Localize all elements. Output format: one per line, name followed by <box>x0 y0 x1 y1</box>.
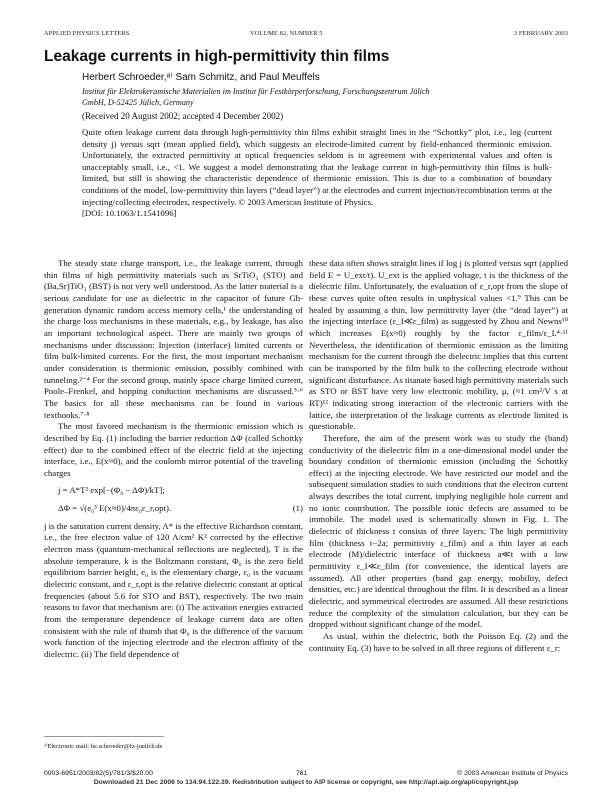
paragraph: Therefore, the aim of the present work was to study the (band) conductivity of the dielectric film in a one-dimensional model under the boundary condition of thermionic emission (including the Schottky effect) at the injecting electrode. We have restricted our model and the subsequent simulation studies to such conditions that the electron current always describes the total current, implying negligible hole current and no ionic contribution. The possible ionic defects are assumed to be immobile. The model used is schematically shown in Fig. 1. The dielectric of thickness t consists of three layers: The high permittivity film (thickness t−2a; permittivity ε_film) and a thin layer at each electrode (M)/dielectric interface of thickness a≪t with a low permittivity ε_I≪ε_film (for convenience, the identical layers are assumed). All other properties (band gap energy, mobility, defect densities, etc.) are identical throughout the film. It is described as a linear dielectric, and symmetrical electrodes are assumed. All these restrictions reduce the complexity of the simulation calculation, but they can be dropped without significant change of the model. <box>309 432 568 630</box>
affiliation-line1: Institut für Elektrokeramische Materialien im Institut für Festkörperforschung, Forschungszentrum Jülich <box>82 87 430 96</box>
affiliation <box>82 86 552 108</box>
equation-1 <box>58 485 303 514</box>
equation-line: ΔΦ = √(e₀³ E(x≈0)/4πε₀ε_r,opt). <box>58 503 172 514</box>
authors: Herbert Schroeder,ᵃ⁾ Sam Schmitz, and Paul Meuffels <box>82 72 320 83</box>
page-number: 781 <box>296 770 308 777</box>
footnote-email: ᵃ⁾Electronic mail: he.schroeder@fz-juelich.de <box>44 743 163 750</box>
article-title: Leakage currents in high-permittivity thin films <box>44 48 390 65</box>
journal-name: APPLIED PHYSICS LETTERS <box>44 30 130 37</box>
download-notice[interactable]: Downloaded 21 Dec 2006 to 134.94.122.39. Redistribution subject to AIP license or copyright, see http://apl.aip.org/apl/copyright.jsp <box>93 779 519 786</box>
issue-date: 3 FEBRUARY 2003 <box>513 30 568 37</box>
equation-number: (1) <box>292 503 303 514</box>
paragraph: these data often shows straight lines if log j is plotted versus sqrt (applied field E = U_ext/t). U_ext is the applied voltage, t is the thickness of the dielectric film. Unfortunately, the evaluation of ε_r,opt from the slope of these curves quite often results in unphysical values <1.⁹ This can be healed by assuming a thin, low permittivity layer (the “dead layer”) at the injecting interface (ε_I≪ε_film) as suggested by Zhou and Newns¹⁰ which increases E(x≈0) roughly by the factor ε_film/ε_I.⁴·¹¹ Nevertheless, the identification of thermionic emission as the limiting mechanism for the current through the dielectric implies that this current can be transported by the film bulk to the collecting electrode without significant disturbance. As titanate based high permittivity materials such as STO or BST have very low electronic mobility, μ, (≈1 cm²/V s at RT)¹² indicating strong interaction of the electronic carriers with the lattice, the interpretation of the leakage currents as electrode limited is questionable. <box>309 258 568 432</box>
footer-copyright: © 2003 American Institute of Physics <box>457 770 568 777</box>
footnote-divider <box>44 736 164 737</box>
paragraph: j is the saturation current density, A* is the effective Richardson constant, i.e., the free electron value of 120 A/cm² K² corrected by the effective electron mass (quantum-mechanical reflections are neglected), T is the absolute temperature, k is the Boltzmann constant, Φ₀ is the zero field equilibrium barrier height, e₀ is the elementary charge, ε₀ is the vacuum dielectric constant, and ε_r,opt is the relative dielectric constant at optical frequencies (about 5.6 for STO and BST), respectively. The two main reasons to favor that mechanism are: (i) The activation energies extracted from the temperature dependence of leakage current data are often consistent with the rule of thumb that Φ₀ is the difference of the vacuum work function of the injecting electrode and the electron affinity of the dielectric. (ii) The field dependence of <box>44 520 303 659</box>
paragraph: The most favored mechanism is the thermionic emission which is described by Eq. (1) including the barrier reduction ΔΦ (called Schottky effect) due to the combined effect of the electric field at the injecting interface, i.e., E(x≈0), and the coulomb mirror potential of the traveling charges <box>44 421 303 478</box>
affiliation-line2: GmbH, D-52425 Jülich, Germany <box>82 98 194 107</box>
paragraph: The steady state charge transport, i.e., the leakage current, through thin films of high permittivity materials such as SrTiO₃ (STO) and (Ba,Sr)TiO₃ (BST) is not very well understood. As the latter material is a serious candidate for use as dielectric in the capacitor of future Gb-generation dynamic random access memory cells,¹ the understanding of the charge loss mechanisms in these materials, e.g., by leakage, has also an important technological aspect. There are mainly two groups of mechanisms under discussion: Injection (interface) limited currents or film bulk-limited currents. For the first, the most important mechanism under consideration is thermionic emission, possibly combined with tunneling.²⁻⁴ For the second group, mainly space charge limited current, Poole–Frenkel, and hopping conduction mechanisms are discussed.⁵·⁶ The basics for all these mechanisms can be found in various textbooks.⁷·⁸ <box>44 258 303 420</box>
abstract-text: Quite often leakage current data through high-permittivity thin films exhibit straight lines in the “Schottky” plot, i.e., log (current density j) versus sqrt (mean applied field), which suggests an electrode-limited current by field-enhanced thermionic emission. Unfortunately, the extracted permittivity at optical frequencies seldom is in agreement with experimental values and often is unacceptably small, i.e., <1. We suggest a model demonstrating that the leakage current in high-permittivity thin films is bulk-limited, but still is showing the characteristic dependence of thermionic emission. This is due to a combination of boundary conditions of the model, low-permittivity thin layers (“dead layer”) at the electrodes and current injection/recombination terms at the injecting/collecting electrodes, respectively. © 2003 American Institute of Physics. <box>82 127 552 207</box>
left-column <box>44 258 303 661</box>
paragraph: As usual, within the dielectric, both the Poisson Eq. (2) and the continuity Eq. (3) have to be solved in all three regions of different ε_r: <box>309 631 568 653</box>
received-dates: (Received 20 August 2002; accepted 4 December 2002) <box>82 111 284 121</box>
doi-link[interactable]: [DOI: 10.1063/1.1541096] <box>82 208 177 219</box>
equation-line: j = A*T² exp[−(Φ₀ − ΔΦ)/kT]; <box>58 485 165 496</box>
abstract <box>82 127 552 220</box>
right-column <box>309 258 568 654</box>
volume-number: VOLUME 82, NUMBER 5 <box>250 30 323 37</box>
footer-code: 0003-6951/2003/82(5)/781/3/$20.00 <box>44 770 153 777</box>
